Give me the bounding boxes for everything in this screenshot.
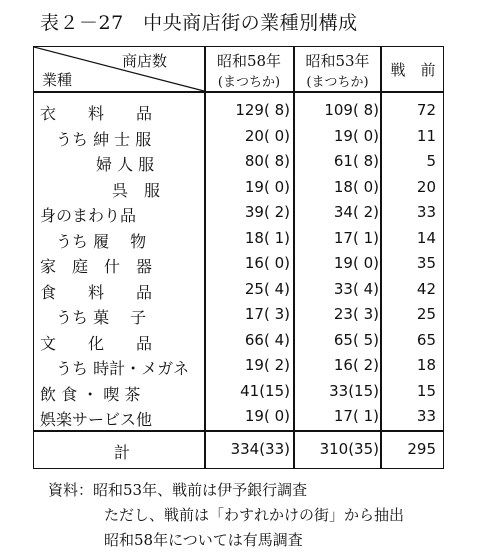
industry-label: うち 履 物 (56, 231, 147, 251)
count-prewar: 18 (416, 356, 436, 374)
col-header-prewar: 戦 前 (390, 61, 436, 79)
corner-label-store-count: 商店数 (122, 52, 168, 70)
count-1978: 19( 0) (333, 126, 379, 145)
industry-label: 飲 食 ・ 喫 茶 (40, 384, 141, 404)
table-row (34, 278, 443, 304)
table-title: 表２－27 中央商店街の業種別構成 (40, 12, 358, 34)
industry-label: 衣 料 品 (40, 104, 153, 123)
col-header-1983-note: (まつちか) (217, 75, 281, 90)
col-header-1983 (206, 50, 292, 90)
total-prewar: 295 (407, 440, 436, 458)
col-header-1978-note: (まつちか) (306, 75, 369, 90)
count-1978: 23( 3) (333, 305, 379, 323)
count-1983: 39( 2) (244, 203, 290, 221)
count-prewar: 33 (416, 407, 436, 425)
count-1978: 65( 5) (333, 330, 379, 349)
col-header-1983-year: 昭和58年 (216, 52, 282, 70)
table-row (34, 125, 443, 151)
count-1983: 80( 8) (244, 152, 290, 170)
industry-label: うち 紳 士 服 (56, 129, 152, 149)
industry-label: 身のまわり品 (40, 206, 137, 225)
table-row (34, 380, 443, 406)
count-1983: 129( 8) (235, 101, 290, 119)
count-prewar: 20 (416, 177, 436, 196)
count-1978: 16( 2) (333, 356, 379, 374)
count-prewar: 14 (416, 228, 436, 247)
count-1983: 66( 4) (244, 330, 290, 349)
table-row (34, 150, 443, 176)
source-note-line: ただし、戦前は「わすれかけの街」から抽出 (104, 506, 405, 524)
count-1983: 41(15) (240, 381, 290, 400)
industry-label: 呉 服 (112, 180, 161, 200)
table-row (34, 201, 443, 227)
source-note-line: 資料：昭和53年、戦前は伊予銀行調査 (48, 481, 308, 499)
table-row (34, 329, 443, 355)
total-1983: 334(33) (230, 440, 290, 458)
total-1978: 310(35) (319, 440, 379, 458)
count-1978: 34( 2) (333, 203, 379, 221)
count-prewar: 15 (416, 381, 436, 400)
col-header-1978-year: 昭和53年 (305, 52, 370, 70)
table-row (34, 354, 443, 380)
count-prewar: 65 (416, 330, 436, 349)
industry-label: 娯楽サービス他 (40, 410, 153, 429)
table-row (34, 227, 443, 253)
industry-label: うち 菓 子 (56, 308, 147, 327)
col-header-1978 (295, 50, 380, 90)
industry-label: 食 料 品 (40, 282, 153, 302)
count-1983: 19( 0) (244, 177, 290, 196)
count-1978: 17( 1) (333, 228, 379, 247)
count-1983: 19( 2) (244, 356, 290, 374)
industry-composition-table (33, 46, 444, 469)
count-prewar: 33 (416, 203, 436, 221)
count-1983: 19( 0) (244, 407, 290, 425)
table-row (34, 176, 443, 202)
count-prewar: 5 (426, 152, 436, 170)
count-1983: 20( 0) (244, 126, 290, 145)
count-prewar: 11 (416, 126, 436, 145)
industry-label: 文 化 品 (40, 333, 153, 353)
table-row (34, 303, 443, 329)
count-1978: 33( 4) (333, 279, 379, 298)
count-1978: 109( 8) (324, 101, 379, 119)
count-1983: 16( 0) (244, 254, 290, 272)
table-row (34, 252, 443, 278)
count-prewar: 35 (416, 254, 436, 272)
count-1978: 33(15) (329, 381, 379, 400)
table-row (34, 405, 443, 431)
industry-label: 家 庭 什 器 (40, 257, 153, 276)
count-1983: 18( 1) (244, 228, 290, 247)
source-note-line: 昭和58年については有馬調査 (104, 531, 303, 549)
count-1978: 19( 0) (333, 254, 379, 272)
total-row (34, 438, 443, 464)
count-prewar: 72 (416, 101, 436, 119)
corner-label-industry: 業種 (42, 71, 73, 89)
count-prewar: 25 (416, 305, 436, 323)
count-1983: 17( 3) (244, 305, 290, 323)
table-row (34, 99, 443, 125)
count-1978: 61( 8) (333, 152, 379, 170)
count-prewar: 42 (416, 279, 436, 298)
industry-label: 婦 人 服 (96, 155, 155, 174)
count-1978: 17( 1) (333, 407, 379, 425)
count-1978: 18( 0) (333, 177, 379, 196)
source-notes (48, 478, 404, 553)
total-label: 計 (114, 443, 131, 462)
count-1983: 25( 4) (244, 279, 290, 298)
industry-label: うち 時計・メガネ (56, 359, 190, 378)
